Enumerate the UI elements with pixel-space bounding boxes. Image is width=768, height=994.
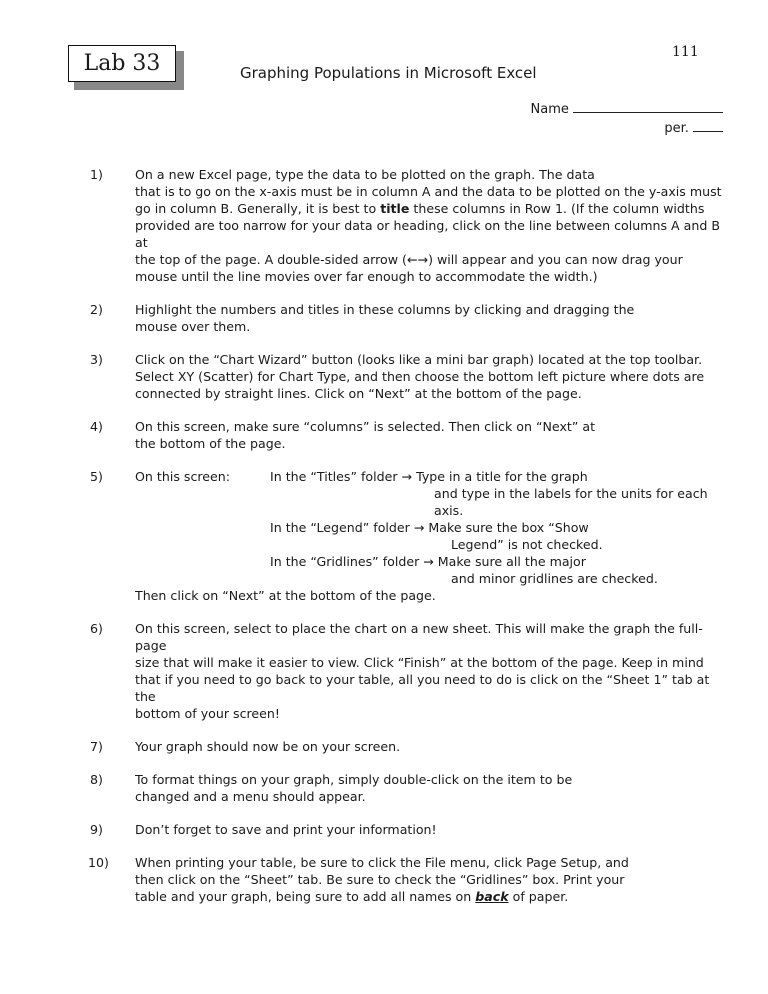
step-1: [90, 166, 730, 285]
emphasis-title: title: [380, 201, 410, 216]
name-label: Name: [530, 102, 569, 117]
step-number: 7): [90, 739, 103, 754]
step-line: [135, 200, 730, 217]
titles-folder-cont: and type in the labels for the units for each: [434, 486, 708, 501]
gridlines-folder-cont: and minor gridlines are checked.: [451, 571, 658, 586]
gridlines-folder-line: In the “Gridlines” folder → Make sure all the major: [270, 554, 586, 569]
name-blank: [573, 100, 723, 113]
step-number: 5): [90, 469, 103, 484]
step-line: provided are too narrow for your data or heading, click on the line between columns A and B at: [135, 218, 720, 250]
step-line: bottom of your screen!: [135, 706, 280, 721]
step-line-part: of paper.: [508, 889, 569, 904]
step-line: then click on the “Sheet” tab. Be sure to check the “Gridlines” box. Print your: [135, 872, 625, 887]
lab-label: Lab 33: [83, 51, 161, 76]
step-line: Click on the “Chart Wizard” button (looks like a mini bar graph) located at the top toolbar.: [135, 352, 703, 367]
period-blank: [693, 119, 723, 132]
step-line-part: table and your graph, being sure to add all names on: [135, 889, 476, 904]
step-2: [90, 301, 730, 335]
step-5: [90, 468, 730, 604]
lab-label-box: [68, 45, 176, 82]
step-line: On this screen, select to place the chart on a new sheet. This will make the graph the full-page: [135, 621, 703, 653]
step-line: [135, 888, 730, 905]
step-line: Don’t forget to save and print your information!: [135, 822, 437, 837]
step-line: On this screen:: [135, 469, 230, 484]
instruction-list: [90, 166, 730, 905]
step-number: 8): [90, 772, 103, 787]
step-line: the bottom of the page.: [135, 436, 286, 451]
step-line: Your graph should now be on your screen.: [135, 739, 401, 754]
step-line: mouse until the line movies over far enough to accommodate the width.): [135, 269, 598, 284]
step-line: connected by straight lines. Click on “Next” at the bottom of the page.: [135, 386, 582, 401]
document-title: Graphing Populations in Microsoft Excel: [240, 64, 537, 82]
step-line: the top of the page. A double-sided arrow (←→) will appear and you can now drag your: [135, 252, 683, 267]
step-number: 1): [90, 167, 103, 182]
step-line: When printing your table, be sure to click the File menu, click Page Setup, and: [135, 855, 629, 870]
legend-folder-cont: Legend” is not checked.: [451, 537, 603, 552]
titles-folder-cont: axis.: [434, 503, 464, 518]
step-line-part: these columns in Row 1. (If the column widths: [409, 201, 705, 216]
legend-folder-line: In the “Legend” folder → Make sure the box “Show: [270, 520, 589, 535]
step-7: [90, 738, 730, 755]
step-number: 3): [90, 352, 103, 367]
step-4: [90, 418, 730, 452]
step-line: On a new Excel page, type the data to be plotted on the graph. The data: [135, 167, 595, 182]
emphasis-back: back: [475, 889, 509, 904]
step-number: 2): [90, 302, 103, 317]
step-line: Select XY (Scatter) for Chart Type, and then choose the bottom left picture where dots are: [135, 369, 705, 384]
step-3: [90, 351, 730, 402]
step-10: [90, 854, 730, 905]
step-line: On this screen, make sure “columns” is selected. Then click on “Next” at: [135, 419, 596, 434]
step-line: Highlight the numbers and titles in these columns by clicking and dragging the: [135, 302, 635, 317]
step-6: [90, 620, 730, 722]
chart-options-block: [135, 468, 730, 587]
step-8: [90, 771, 730, 805]
step-line: that is to go on the x-axis must be in column A and the data to be plotted on the y-axis must: [135, 184, 722, 199]
step-number: 6): [90, 621, 103, 636]
step-line-part: go in column B. Generally, it is best to: [135, 201, 381, 216]
step-number: 4): [90, 419, 103, 434]
step-number: 9): [90, 822, 103, 837]
titles-folder-line: In the “Titles” folder → Type in a title for the graph: [270, 469, 588, 484]
step-line: changed and a menu should appear.: [135, 789, 366, 804]
step-line: To format things on your graph, simply double-click on the item to be: [135, 772, 573, 787]
step-line: Then click on “Next” at the bottom of the page.: [135, 588, 436, 603]
page-number: 111: [672, 44, 699, 60]
name-field: [531, 100, 724, 117]
step-line: that if you need to go back to your table, all you need to do is click on the “Sheet 1” tab at the: [135, 672, 710, 704]
step-line: size that will make it easier to view. Click “Finish” at the bottom of the page. Keep in mind: [135, 655, 704, 670]
period-label: per.: [664, 121, 689, 136]
step-9: [90, 821, 730, 838]
step-number: 10): [88, 855, 109, 870]
period-field: [664, 119, 723, 136]
step-line: mouse over them.: [135, 319, 251, 334]
